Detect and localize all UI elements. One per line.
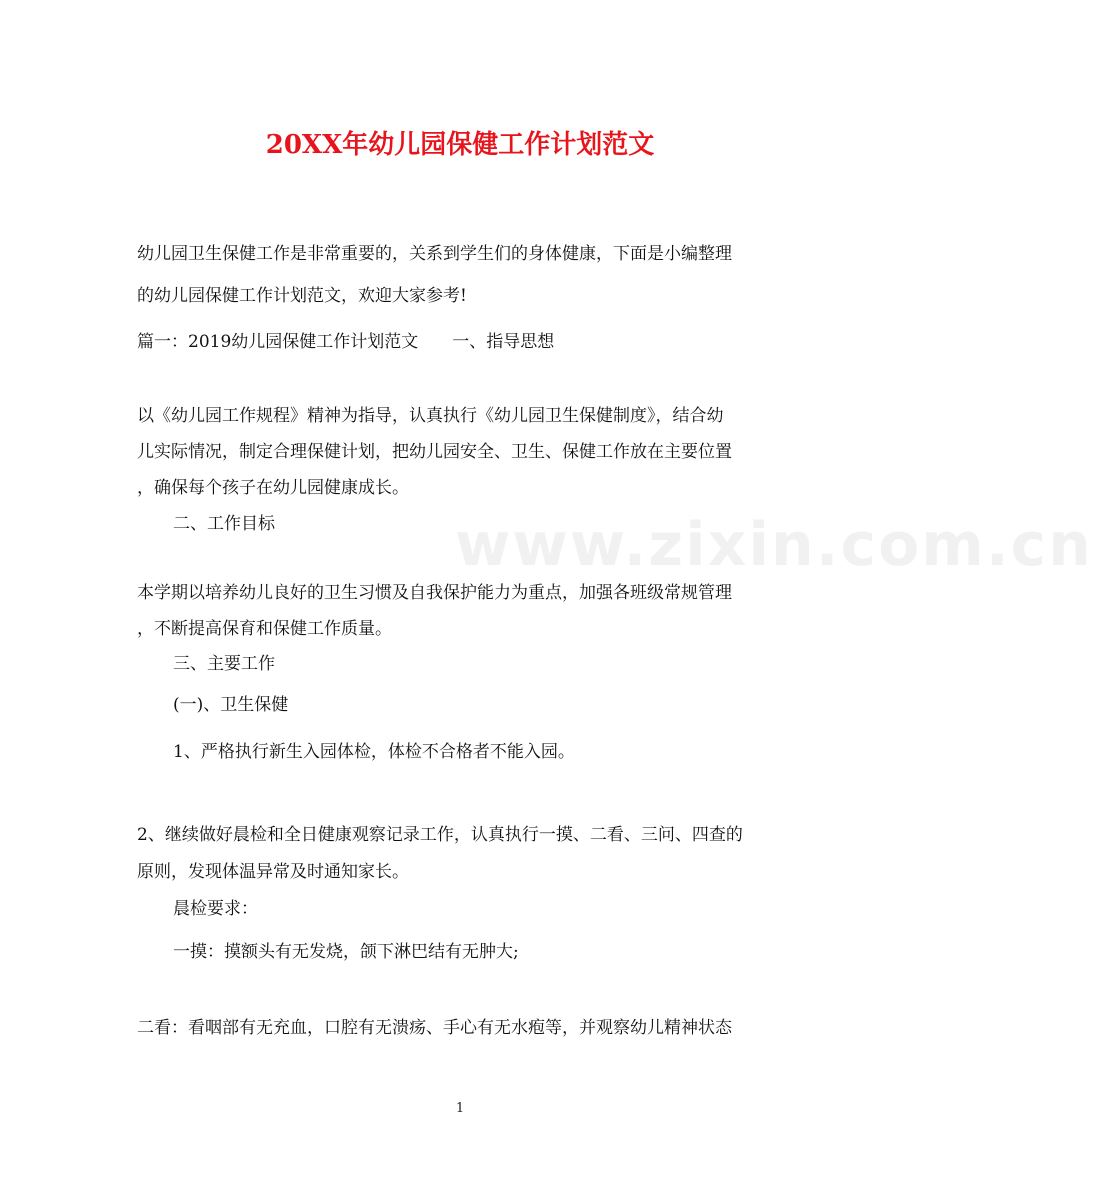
paragraph-line: 的幼儿园保健工作计划范文，欢迎大家参考! <box>137 286 467 306</box>
paragraph-line: 一摸：摸额头有无发烧，颌下淋巴结有无肿大; <box>173 942 519 962</box>
paragraph-line: 原则，发现体温异常及时通知家长。 <box>137 862 409 882</box>
paragraph-line: 2、继续做好晨检和全日健康观察记录工作，认真执行一摸、二看、三问、四查的 <box>137 825 743 845</box>
page-number: 1 <box>455 1101 465 1116</box>
paragraph-line: 二看：看咽部有无充血，口腔有无溃疡、手心有无水疱等，并观察幼儿精神状态 <box>137 1018 732 1038</box>
paragraph-line: ，不断提高保育和保健工作质量。 <box>137 619 392 639</box>
paragraph-line: 1、严格执行新生入园体检，体检不合格者不能入园。 <box>173 742 575 762</box>
paragraph-line: 本学期以培养幼儿良好的卫生习惯及自我保护能力为重点，加强各班级常规管理 <box>137 583 732 603</box>
section-heading: 篇一：2019幼儿园保健工作计划范文 一、指导思想 <box>137 332 555 352</box>
subsection-heading: (一)、卫生保健 <box>173 695 289 715</box>
paragraph-line: 儿实际情况，制定合理保健计划，把幼儿园安全、卫生、保健工作放在主要位置 <box>137 442 732 462</box>
paragraph-line: 晨检要求： <box>173 899 258 919</box>
paragraph-line: 以《幼儿园工作规程》精神为指导，认真执行《幼儿园卫生保健制度》，结合幼 <box>137 406 724 426</box>
section-heading: 三、主要工作 <box>173 654 275 674</box>
section-heading: 二、工作目标 <box>173 514 275 534</box>
paragraph-line: 幼儿园卫生保健工作是非常重要的，关系到学生们的身体健康，下面是小编整理 <box>137 244 732 264</box>
watermark: www.zixin.com.cn <box>455 510 1093 580</box>
page-title: 20XX年幼儿园保健工作计划范文 <box>265 130 655 160</box>
paragraph-line: ，确保每个孩子在幼儿园健康成长。 <box>137 478 409 498</box>
